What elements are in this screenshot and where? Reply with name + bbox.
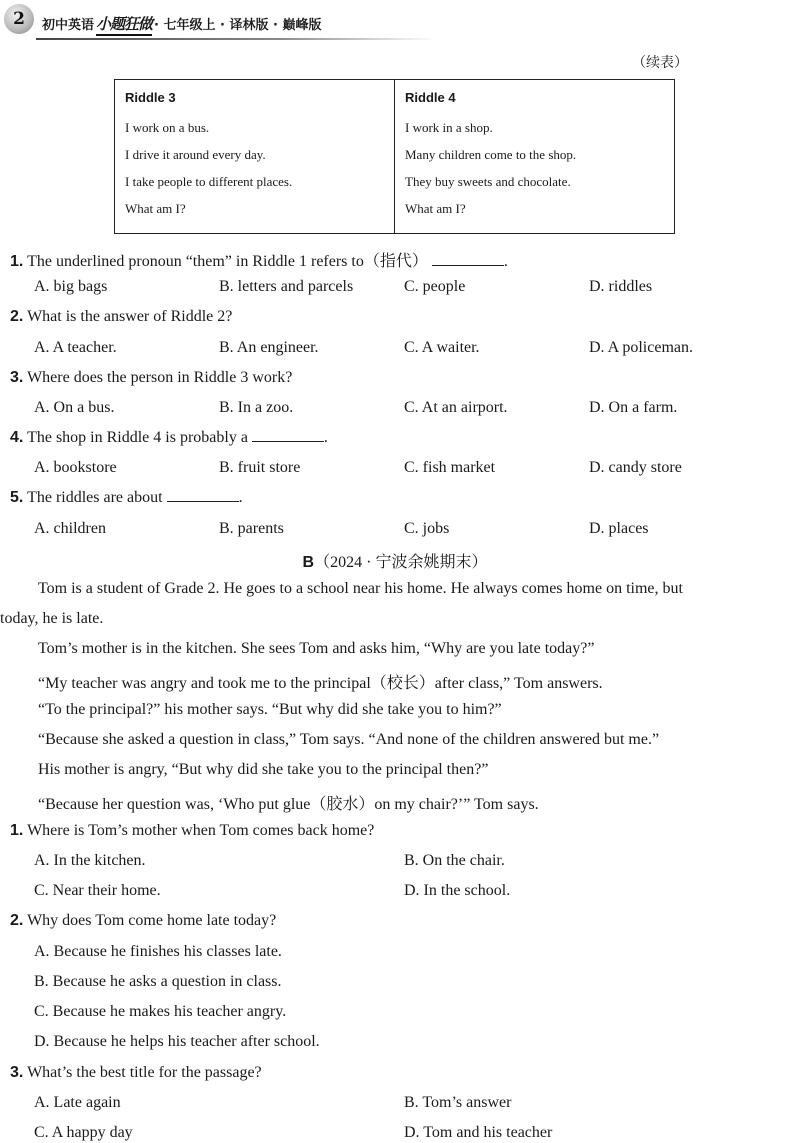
question-number: 1. [10,822,24,839]
riddle-line: I drive it around every day. [125,147,266,162]
option: D. Because he helps his teacher after school. [34,1033,320,1050]
option: C. Because he makes his teacher angry. [34,1003,287,1020]
question-text: The underlined pronoun “them” in Riddle 1 refers to（指代） [27,253,428,270]
page-number-badge: 2 [4,4,34,34]
question-text: Why does Tom come home late today? [27,912,277,929]
question-stem [10,429,328,447]
riddle-table [114,79,675,234]
passage-line: Tom’s mother is in the kitchen. She sees Tom and asks him, “Why are you late today?” [38,640,595,657]
passage-line: “Because her question was, ‘Who put glue（胶水）on my chair?’” Tom says. [38,796,539,813]
option: A. big bags [34,278,108,295]
question-stem [10,369,292,387]
page-header [0,0,790,46]
option: B. On the chair. [404,852,505,869]
question-stem [10,912,276,930]
option: B. Because he asks a question in class. [34,973,282,990]
option: B. fruit store [219,459,301,476]
passage-line: “Because she asked a question in class,” Tom says. “And none of the children answered but me.” [38,731,660,748]
question-stem [10,822,374,840]
brand-logo: 小题狂做 [96,13,152,36]
question-text: The shop in Riddle 4 is probably a [27,429,248,446]
riddle-cell [115,80,395,234]
question-text: The riddles are about [27,489,163,506]
question-number: 3. [10,369,24,386]
option: C. fish market [404,459,496,476]
option: D. A policeman. [589,339,693,356]
question-end: . [323,429,328,446]
riddle-line: What am I? [405,201,466,216]
section-b-heading [0,549,790,572]
option: D. places [589,520,649,537]
riddle-line: I work on a bus. [125,120,210,135]
passage-line: today, he is late. [0,610,104,627]
option: C. A happy day [34,1124,133,1141]
riddle-title: Riddle 3 [125,90,176,105]
question-stem [10,248,508,271]
option: B. In a zoo. [219,399,294,416]
continued-label: （续表） [632,55,688,71]
riddle-line: What am I? [125,201,186,216]
option: B. Tom’s answer [404,1094,512,1111]
question-number: 4. [10,429,24,446]
passage-line: “To the principal?” his mother says. “But why did she take you to him?” [38,701,502,718]
riddle-title: Riddle 4 [405,90,456,105]
option: A. Late again [34,1094,121,1111]
riddle-cell [395,80,675,234]
question-end: . [238,489,243,506]
passage-line: “My teacher was angry and took me to the principal（校长）after class,” Tom answers. [38,675,603,692]
question-number: 1. [10,253,24,270]
question-stem [10,489,243,507]
riddle-line: I take people to different places. [125,174,293,189]
option: A. Because he finishes his classes late. [34,943,282,960]
answer-blank [252,440,324,442]
riddle-line: I work in a shop. [405,120,493,135]
question-number: 2. [10,308,24,325]
option: A. On a bus. [34,399,115,416]
option: D. Tom and his teacher [404,1124,553,1141]
option: A. In the kitchen. [34,852,146,869]
passage-line: His mother is angry, “But why did she take you to the principal then?” [38,761,489,778]
question-stem [10,1064,262,1082]
question-text: What is the answer of Riddle 2? [27,308,233,325]
question-text: Where is Tom’s mother when Tom comes back home? [27,822,375,839]
question-text: What’s the best title for the passage? [27,1064,262,1081]
option: D. riddles [589,278,653,295]
book-title-prefix: 初中英语 [42,18,95,33]
option: B. parents [219,520,284,537]
question-number: 5. [10,489,24,506]
section-source: （2024 · 宁波余姚期末） [314,554,488,571]
answer-blank [432,264,504,266]
section-letter: B [302,554,315,571]
option: C. jobs [404,520,450,537]
book-title-suffix: · 七年级上 · 译林版 · 巅峰版 [154,18,322,33]
answer-blank [167,500,239,502]
option: C. A waiter. [404,339,480,356]
option: A. children [34,520,106,537]
option: D. On a farm. [589,399,678,416]
question-number: 3. [10,1064,24,1081]
header-divider [36,38,436,40]
option: C. people [404,278,466,295]
question-stem [10,308,232,326]
option: A. bookstore [34,459,117,476]
question-text: Where does the person in Riddle 3 work? [27,369,293,386]
option: C. Near their home. [34,882,161,899]
passage-line: Tom is a student of Grade 2. He goes to a school near his home. He always comes home on time, but [38,580,683,597]
option: D. candy store [589,459,682,476]
option: B. letters and parcels [219,278,354,295]
option: A. A teacher. [34,339,117,356]
option: D. In the school. [404,882,511,899]
riddle-line: They buy sweets and chocolate. [405,174,571,189]
book-title [42,13,321,36]
option: B. An engineer. [219,339,319,356]
option: C. At an airport. [404,399,508,416]
riddle-line: Many children come to the shop. [405,147,577,162]
question-number: 2. [10,912,24,929]
question-end: . [503,253,508,270]
